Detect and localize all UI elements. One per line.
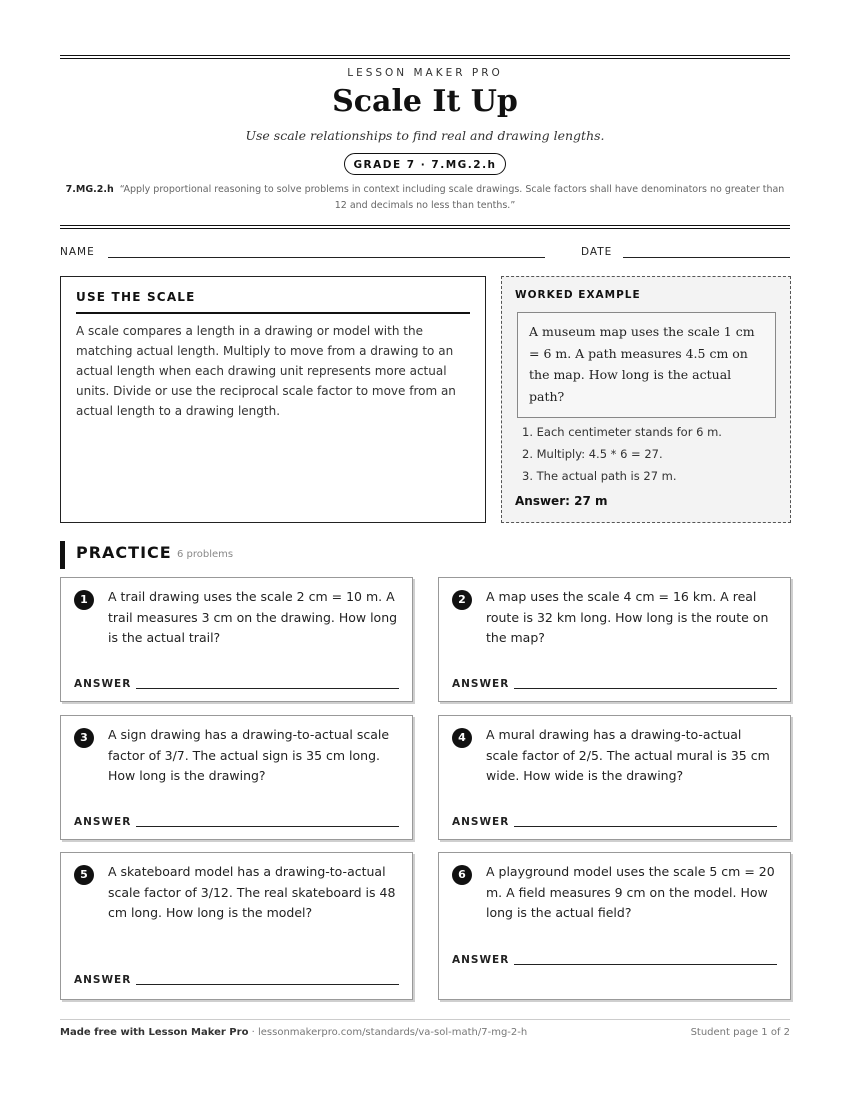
standard-text: “Apply proportional reasoning to solve problems in context including scale drawings. Scale factors shall have denominators no greater than 12 and decimals no less than tenths.” xyxy=(119,184,785,211)
practice-accent-bar xyxy=(60,541,65,569)
footer-page-number: Student page 1 of 2 xyxy=(690,1027,790,1038)
use-the-scale-body: A scale compares a length in a drawing or model with the matching actual length. Multiply to move from a drawing to an actual length when each drawing unit represents more actual units. Divide or use the reciprocal scale factor to move from an actual length to a drawing length. xyxy=(76,324,456,418)
worked-example-step: 1. Each centimeter stands for 6 m. xyxy=(522,425,722,439)
answer-line-6[interactable] xyxy=(514,964,777,965)
answer-label: ANSWER xyxy=(74,678,132,690)
problem-text: A trail drawing uses the scale 2 cm = 10 m. A trail measures 3 cm on the drawing. How long is the actual trail? xyxy=(108,589,398,645)
date-label: DATE xyxy=(581,246,613,258)
date-field[interactable] xyxy=(623,257,790,258)
answer-label: ANSWER xyxy=(452,816,510,828)
footer-credit xyxy=(60,1027,527,1038)
problem-number-badge: 1 xyxy=(74,590,94,610)
use-the-scale-card xyxy=(60,276,486,523)
worked-example-card xyxy=(501,276,791,523)
footer-made-with: Made free with Lesson Maker Pro xyxy=(60,1027,249,1038)
use-the-scale-heading: USE THE SCALE xyxy=(76,290,196,304)
problem-number-badge: 5 xyxy=(74,865,94,885)
problem-text: A skateboard model has a drawing-to-actual scale factor of 3/12. The real skateboard is 48 cm long. How long is the model? xyxy=(108,864,396,920)
answer-line-1[interactable] xyxy=(136,688,399,689)
practice-count: 6 problems xyxy=(177,549,234,560)
worked-example-step: 2. Multiply: 4.5 * 6 = 27. xyxy=(522,447,663,461)
worked-example-problem: A museum map uses the scale 1 cm = 6 m. A path measures 4.5 cm on the map. How long is the actual path? xyxy=(517,312,776,418)
page-subtitle: Use scale relationships to find real and drawing lengths. xyxy=(245,128,605,143)
problem-text: A playground model uses the scale 5 cm = 20 m. A field measures 9 cm on the model. How long is the actual field? xyxy=(486,864,775,920)
header-top-rule-2 xyxy=(60,58,790,59)
header-bottom-rule xyxy=(60,225,790,226)
footer-url[interactable]: · lessonmakerpro.com/standards/va-sol-math/7-mg-2-h xyxy=(248,1027,528,1038)
problem-text: A map uses the scale 4 cm = 16 km. A real route is 32 km long. How long is the route on the map? xyxy=(486,589,769,645)
problem-card-1 xyxy=(60,577,413,702)
grade-badge: GRADE 7 · 7.MG.2.h xyxy=(344,153,506,175)
heading-underline xyxy=(76,312,470,314)
answer-label: ANSWER xyxy=(452,678,510,690)
problem-number-badge: 3 xyxy=(74,728,94,748)
answer-label: ANSWER xyxy=(452,954,510,966)
answer-line-4[interactable] xyxy=(514,826,777,827)
problem-text: A mural drawing has a drawing-to-actual scale factor of 2/5. The actual mural is 35 cm wide. How wide is the drawing? xyxy=(486,727,770,783)
worked-example-step: 3. The actual path is 27 m. xyxy=(522,469,677,483)
problem-card-2 xyxy=(438,577,791,702)
brand-label: LESSON MAKER PRO xyxy=(347,67,503,79)
problem-number-badge: 4 xyxy=(452,728,472,748)
problem-number-badge: 6 xyxy=(452,865,472,885)
problem-card-3 xyxy=(60,715,413,840)
worked-example-heading: WORKED EXAMPLE xyxy=(515,289,641,301)
answer-label: ANSWER xyxy=(74,974,132,986)
standard-code: 7.MG.2.h xyxy=(65,184,114,195)
page-title: Scale It Up xyxy=(332,84,518,119)
footer-rule xyxy=(60,1019,790,1020)
problem-card-6 xyxy=(438,852,791,1000)
answer-line-5[interactable] xyxy=(136,984,399,985)
problem-text: A sign drawing has a drawing-to-actual scale factor of 3/7. The actual sign is 35 cm long. How long is the drawing? xyxy=(108,727,390,783)
practice-heading: PRACTICE xyxy=(76,543,172,562)
problem-card-4 xyxy=(438,715,791,840)
worked-example-answer: Answer: 27 m xyxy=(515,494,608,508)
problem-number-badge: 2 xyxy=(452,590,472,610)
name-label: NAME xyxy=(60,246,95,258)
name-field[interactable] xyxy=(108,257,545,258)
header-top-rule xyxy=(60,55,790,56)
header-bottom-rule-2 xyxy=(60,228,790,229)
answer-line-2[interactable] xyxy=(514,688,777,689)
answer-label: ANSWER xyxy=(74,816,132,828)
answer-line-3[interactable] xyxy=(136,826,399,827)
problem-card-5 xyxy=(60,852,413,1000)
standard-description xyxy=(60,182,790,214)
